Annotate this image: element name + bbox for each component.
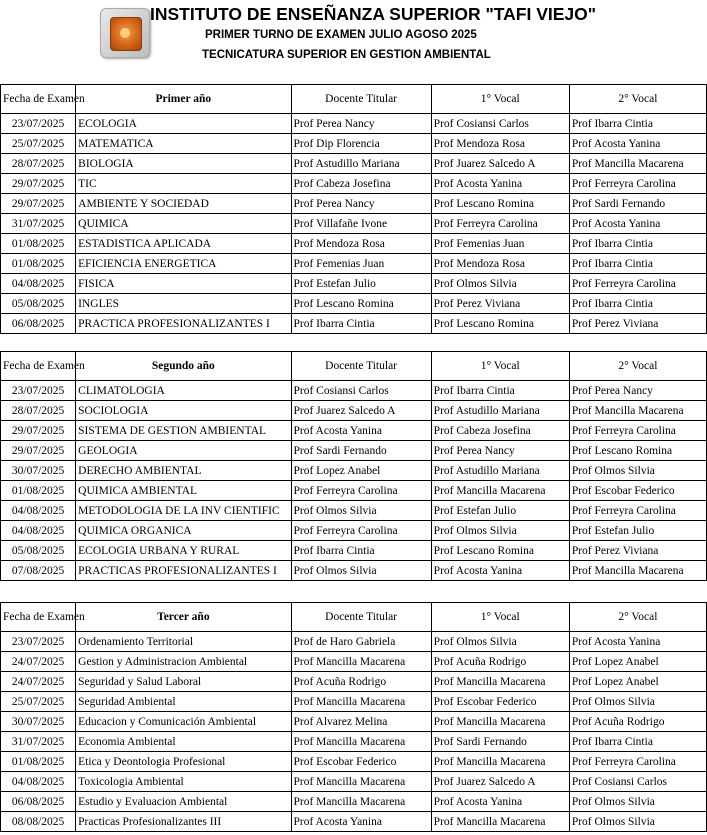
vocal2-cell: Prof Lopez Anabel xyxy=(569,652,706,672)
vocal1-cell: Prof Mendoza Rosa xyxy=(431,254,569,274)
exam-date-cell: 24/07/2025 xyxy=(1,652,76,672)
vocal2-cell: Prof Estefan Julio xyxy=(569,521,706,541)
exam-date-cell: 30/07/2025 xyxy=(1,461,76,481)
header-fecha: Fecha de Examen xyxy=(1,352,76,381)
table-row xyxy=(1,772,707,792)
exam-date-cell: 04/08/2025 xyxy=(1,274,76,294)
vocal2-cell: Prof Acosta Yanina xyxy=(569,214,706,234)
table-row xyxy=(1,154,707,174)
exam-date-cell: 23/07/2025 xyxy=(1,632,76,652)
vocal1-cell: Prof Femenias Juan xyxy=(431,234,569,254)
vocal2-cell: Prof Ibarra Cintia xyxy=(569,234,706,254)
titular-cell: Prof Acosta Yanina xyxy=(291,812,431,832)
table-row xyxy=(1,501,707,521)
vocal1-cell: Prof Ferreyra Carolina xyxy=(431,214,569,234)
titular-cell: Prof Cabeza Josefina xyxy=(291,174,431,194)
vocal2-cell: Prof Olmos Silvia xyxy=(569,792,706,812)
table-row xyxy=(1,274,707,294)
vocal2-cell: Prof Ferreyra Carolina xyxy=(569,274,706,294)
table-row xyxy=(1,481,707,501)
subject-cell: ECOLOGIA xyxy=(76,114,291,134)
table-row xyxy=(1,812,707,832)
year-title: Primer año xyxy=(76,85,291,114)
exam-date-cell: 28/07/2025 xyxy=(1,154,76,174)
subject-cell: GEOLOGIA xyxy=(76,441,291,461)
header-vocal2: 2° Vocal xyxy=(569,352,706,381)
subject-cell: INGLES xyxy=(76,294,291,314)
subject-cell: Etica y Deontologia Profesional xyxy=(76,752,291,772)
table-row xyxy=(1,461,707,481)
titular-cell: Prof Ferreyra Carolina xyxy=(291,481,431,501)
titular-cell: Prof Ferreyra Carolina xyxy=(291,521,431,541)
titular-cell: Prof Mendoza Rosa xyxy=(291,234,431,254)
titular-cell: Prof Cosiansi Carlos xyxy=(291,381,431,401)
subject-cell: TIC xyxy=(76,174,291,194)
table-row xyxy=(1,692,707,712)
vocal1-cell: Prof Olmos Silvia xyxy=(431,632,569,652)
subject-cell: MATEMATICA xyxy=(76,134,291,154)
vocal1-cell: Prof Olmos Silvia xyxy=(431,274,569,294)
schedule-table-year-2 xyxy=(0,351,707,581)
subject-cell: Educacion y Comunicación Ambiental xyxy=(76,712,291,732)
vocal1-cell: Prof Acosta Yanina xyxy=(431,174,569,194)
subject-cell: Gestion y Administracion Ambiental xyxy=(76,652,291,672)
titular-cell: Prof Mancilla Macarena xyxy=(291,732,431,752)
header-vocal2: 2° Vocal xyxy=(569,85,706,114)
table-header-row xyxy=(1,85,707,114)
schedule-table-year-3 xyxy=(0,602,707,832)
titular-cell: Prof de Haro Gabriela xyxy=(291,632,431,652)
table-row xyxy=(1,314,707,334)
subject-cell: Seguridad Ambiental xyxy=(76,692,291,712)
titular-cell: Prof Mancilla Macarena xyxy=(291,792,431,812)
vocal2-cell: Prof Ferreyra Carolina xyxy=(569,174,706,194)
exam-date-cell: 08/08/2025 xyxy=(1,812,76,832)
vocal1-cell: Prof Mancilla Macarena xyxy=(431,752,569,772)
exam-period-subtitle: PRIMER TURNO DE EXAMEN JULIO AGOSO 2025 xyxy=(205,29,477,41)
vocal2-cell: Prof Ibarra Cintia xyxy=(569,254,706,274)
vocal2-cell: Prof Olmos Silvia xyxy=(569,461,706,481)
subject-cell: SISTEMA DE GESTION AMBIENTAL xyxy=(76,421,291,441)
table-row xyxy=(1,441,707,461)
titular-cell: Prof Dip Florencia xyxy=(291,134,431,154)
table-row xyxy=(1,234,707,254)
vocal2-cell: Prof Acosta Yanina xyxy=(569,134,706,154)
header-fecha: Fecha de Examen xyxy=(1,85,76,114)
vocal2-cell: Prof Cosiansi Carlos xyxy=(569,772,706,792)
subject-cell: QUIMICA AMBIENTAL xyxy=(76,481,291,501)
vocal1-cell: Prof Acosta Yanina xyxy=(431,792,569,812)
exam-date-cell: 06/08/2025 xyxy=(1,314,76,334)
exam-date-cell: 07/08/2025 xyxy=(1,561,76,581)
exam-date-cell: 05/08/2025 xyxy=(1,541,76,561)
table-header-row xyxy=(1,603,707,632)
titular-cell: Prof Lopez Anabel xyxy=(291,461,431,481)
table-row xyxy=(1,194,707,214)
vocal2-cell: Prof Mancilla Macarena xyxy=(569,154,706,174)
vocal1-cell: Prof Perez Viviana xyxy=(431,294,569,314)
institute-logo-icon xyxy=(100,8,150,58)
vocal1-cell: Prof Astudillo Mariana xyxy=(431,461,569,481)
vocal2-cell: Prof Acuña Rodrigo xyxy=(569,712,706,732)
vocal1-cell: Prof Mancilla Macarena xyxy=(431,481,569,501)
year-title: Segundo año xyxy=(76,352,291,381)
vocal1-cell: Prof Mancilla Macarena xyxy=(431,712,569,732)
exam-date-cell: 01/08/2025 xyxy=(1,752,76,772)
exam-date-cell: 04/08/2025 xyxy=(1,772,76,792)
table-row xyxy=(1,134,707,154)
exam-date-cell: 31/07/2025 xyxy=(1,732,76,752)
titular-cell: Prof Acuña Rodrigo xyxy=(291,672,431,692)
titular-cell: Prof Ibarra Cintia xyxy=(291,314,431,334)
exam-date-cell: 29/07/2025 xyxy=(1,421,76,441)
subject-cell: METODOLOGIA DE LA INV CIENTIFIC xyxy=(76,501,291,521)
table-row xyxy=(1,561,707,581)
table-row xyxy=(1,652,707,672)
table-row xyxy=(1,752,707,772)
vocal1-cell: Prof Mancilla Macarena xyxy=(431,812,569,832)
career-title: TECNICATURA SUPERIOR EN GESTION AMBIENTAL xyxy=(202,49,491,61)
exam-date-cell: 31/07/2025 xyxy=(1,214,76,234)
titular-cell: Prof Escobar Federico xyxy=(291,752,431,772)
year-title: Tercer año xyxy=(76,603,291,632)
subject-cell: AMBIENTE Y SOCIEDAD xyxy=(76,194,291,214)
titular-cell: Prof Olmos Silvia xyxy=(291,561,431,581)
vocal2-cell: Prof Sardi Fernando xyxy=(569,194,706,214)
exam-date-cell: 23/07/2025 xyxy=(1,114,76,134)
vocal1-cell: Prof Lescano Romina xyxy=(431,314,569,334)
subject-cell: EFICIENCIA ENERGETICA xyxy=(76,254,291,274)
exam-date-cell: 04/08/2025 xyxy=(1,501,76,521)
table-row xyxy=(1,792,707,812)
vocal2-cell: Prof Perez Viviana xyxy=(569,541,706,561)
exam-date-cell: 01/08/2025 xyxy=(1,481,76,501)
table-row xyxy=(1,174,707,194)
vocal1-cell: Prof Cosiansi Carlos xyxy=(431,114,569,134)
vocal1-cell: Prof Juarez Salcedo A xyxy=(431,772,569,792)
vocal2-cell: Prof Ferreyra Carolina xyxy=(569,421,706,441)
institute-title: INSTITUTO DE ENSEÑANZA SUPERIOR "TAFI VIEJO" xyxy=(150,4,597,24)
titular-cell: Prof Juarez Salcedo A xyxy=(291,401,431,421)
vocal2-cell: Prof Perez Viviana xyxy=(569,314,706,334)
subject-cell: Practicas Profesionalizantes III xyxy=(76,812,291,832)
exam-date-cell: 25/07/2025 xyxy=(1,134,76,154)
vocal2-cell: Prof Ferreyra Carolina xyxy=(569,501,706,521)
table-row xyxy=(1,632,707,652)
table-row xyxy=(1,672,707,692)
titular-cell: Prof Mancilla Macarena xyxy=(291,772,431,792)
titular-cell: Prof Ibarra Cintia xyxy=(291,541,431,561)
titular-cell: Prof Astudillo Mariana xyxy=(291,154,431,174)
exam-date-cell: 29/07/2025 xyxy=(1,194,76,214)
header-vocal1: 1° Vocal xyxy=(431,85,569,114)
vocal1-cell: Prof Estefan Julio xyxy=(431,501,569,521)
header-vocal1: 1° Vocal xyxy=(431,603,569,632)
subject-cell: SOCIOLOGIA xyxy=(76,401,291,421)
subject-cell: Seguridad y Salud Laboral xyxy=(76,672,291,692)
table-row xyxy=(1,521,707,541)
exam-date-cell: 29/07/2025 xyxy=(1,174,76,194)
table-row xyxy=(1,294,707,314)
vocal2-cell: Prof Olmos Silvia xyxy=(569,692,706,712)
header-titular: Docente Titular xyxy=(291,603,431,632)
table-row xyxy=(1,421,707,441)
subject-cell: CLIMATOLOGIA xyxy=(76,381,291,401)
vocal2-cell: Prof Ibarra Cintia xyxy=(569,294,706,314)
titular-cell: Prof Mancilla Macarena xyxy=(291,692,431,712)
vocal2-cell: Prof Mancilla Macarena xyxy=(569,401,706,421)
exam-date-cell: 04/08/2025 xyxy=(1,521,76,541)
vocal1-cell: Prof Escobar Federico xyxy=(431,692,569,712)
exam-date-cell: 25/07/2025 xyxy=(1,692,76,712)
exam-date-cell: 01/08/2025 xyxy=(1,234,76,254)
table-row xyxy=(1,541,707,561)
vocal1-cell: Prof Juarez Salcedo A xyxy=(431,154,569,174)
vocal2-cell: Prof Ferreyra Carolina xyxy=(569,752,706,772)
header-titular: Docente Titular xyxy=(291,352,431,381)
vocal2-cell: Prof Lescano Romina xyxy=(569,441,706,461)
table-row xyxy=(1,381,707,401)
subject-cell: DERECHO AMBIENTAL xyxy=(76,461,291,481)
subject-cell: Economia Ambiental xyxy=(76,732,291,752)
subject-cell: ECOLOGIA URBANA Y RURAL xyxy=(76,541,291,561)
table-row xyxy=(1,254,707,274)
titular-cell: Prof Mancilla Macarena xyxy=(291,652,431,672)
vocal1-cell: Prof Sardi Fernando xyxy=(431,732,569,752)
vocal2-cell: Prof Mancilla Macarena xyxy=(569,561,706,581)
header-titular: Docente Titular xyxy=(291,85,431,114)
subject-cell: PRACTICAS PROFESIONALIZANTES I xyxy=(76,561,291,581)
table-row xyxy=(1,401,707,421)
exam-date-cell: 05/08/2025 xyxy=(1,294,76,314)
subject-cell: PRACTICA PROFESIONALIZANTES I xyxy=(76,314,291,334)
titular-cell: Prof Lescano Romina xyxy=(291,294,431,314)
exam-date-cell: 06/08/2025 xyxy=(1,792,76,812)
titular-cell: Prof Estefan Julio xyxy=(291,274,431,294)
subject-cell: Ordenamiento Territorial xyxy=(76,632,291,652)
titular-cell: Prof Olmos Silvia xyxy=(291,501,431,521)
subject-cell: QUIMICA ORGANICA xyxy=(76,521,291,541)
vocal1-cell: Prof Ibarra Cintia xyxy=(431,381,569,401)
vocal1-cell: Prof Perea Nancy xyxy=(431,441,569,461)
vocal1-cell: Prof Mendoza Rosa xyxy=(431,134,569,154)
titular-cell: Prof Sardi Fernando xyxy=(291,441,431,461)
vocal2-cell: Prof Ibarra Cintia xyxy=(569,114,706,134)
titular-cell: Prof Femenias Juan xyxy=(291,254,431,274)
header-vocal1: 1° Vocal xyxy=(431,352,569,381)
vocal2-cell: Prof Escobar Federico xyxy=(569,481,706,501)
table-row xyxy=(1,732,707,752)
vocal2-cell: Prof Olmos Silvia xyxy=(569,812,706,832)
exam-date-cell: 28/07/2025 xyxy=(1,401,76,421)
vocal1-cell: Prof Mancilla Macarena xyxy=(431,672,569,692)
exam-date-cell: 23/07/2025 xyxy=(1,381,76,401)
vocal2-cell: Prof Ibarra Cintia xyxy=(569,732,706,752)
vocal1-cell: Prof Acuña Rodrigo xyxy=(431,652,569,672)
subject-cell: Toxicologia Ambiental xyxy=(76,772,291,792)
table-header-row xyxy=(1,352,707,381)
vocal1-cell: Prof Acosta Yanina xyxy=(431,561,569,581)
exam-date-cell: 24/07/2025 xyxy=(1,672,76,692)
vocal1-cell: Prof Astudillo Mariana xyxy=(431,401,569,421)
titular-cell: Prof Perea Nancy xyxy=(291,194,431,214)
schedule-table-year-1 xyxy=(0,84,707,334)
vocal1-cell: Prof Olmos Silvia xyxy=(431,521,569,541)
header-vocal2: 2° Vocal xyxy=(569,603,706,632)
subject-cell: FISICA xyxy=(76,274,291,294)
subject-cell: QUIMICA xyxy=(76,214,291,234)
vocal1-cell: Prof Lescano Romina xyxy=(431,194,569,214)
titular-cell: Prof Villafañe Ivone xyxy=(291,214,431,234)
exam-date-cell: 29/07/2025 xyxy=(1,441,76,461)
subject-cell: Estudio y Evaluacion Ambiental xyxy=(76,792,291,812)
vocal2-cell: Prof Perea Nancy xyxy=(569,381,706,401)
document-header xyxy=(0,0,707,84)
titular-cell: Prof Alvarez Melina xyxy=(291,712,431,732)
table-row xyxy=(1,214,707,234)
vocal1-cell: Prof Cabeza Josefina xyxy=(431,421,569,441)
exam-date-cell: 01/08/2025 xyxy=(1,254,76,274)
table-row xyxy=(1,712,707,732)
subject-cell: ESTADISTICA APLICADA xyxy=(76,234,291,254)
exam-date-cell: 30/07/2025 xyxy=(1,712,76,732)
titular-cell: Prof Acosta Yanina xyxy=(291,421,431,441)
subject-cell: BIOLOGIA xyxy=(76,154,291,174)
table-row xyxy=(1,114,707,134)
header-fecha: Fecha de Examen xyxy=(1,603,76,632)
vocal2-cell: Prof Acosta Yanina xyxy=(569,632,706,652)
vocal1-cell: Prof Lescano Romina xyxy=(431,541,569,561)
vocal2-cell: Prof Lopez Anabel xyxy=(569,672,706,692)
titular-cell: Prof Perea Nancy xyxy=(291,114,431,134)
